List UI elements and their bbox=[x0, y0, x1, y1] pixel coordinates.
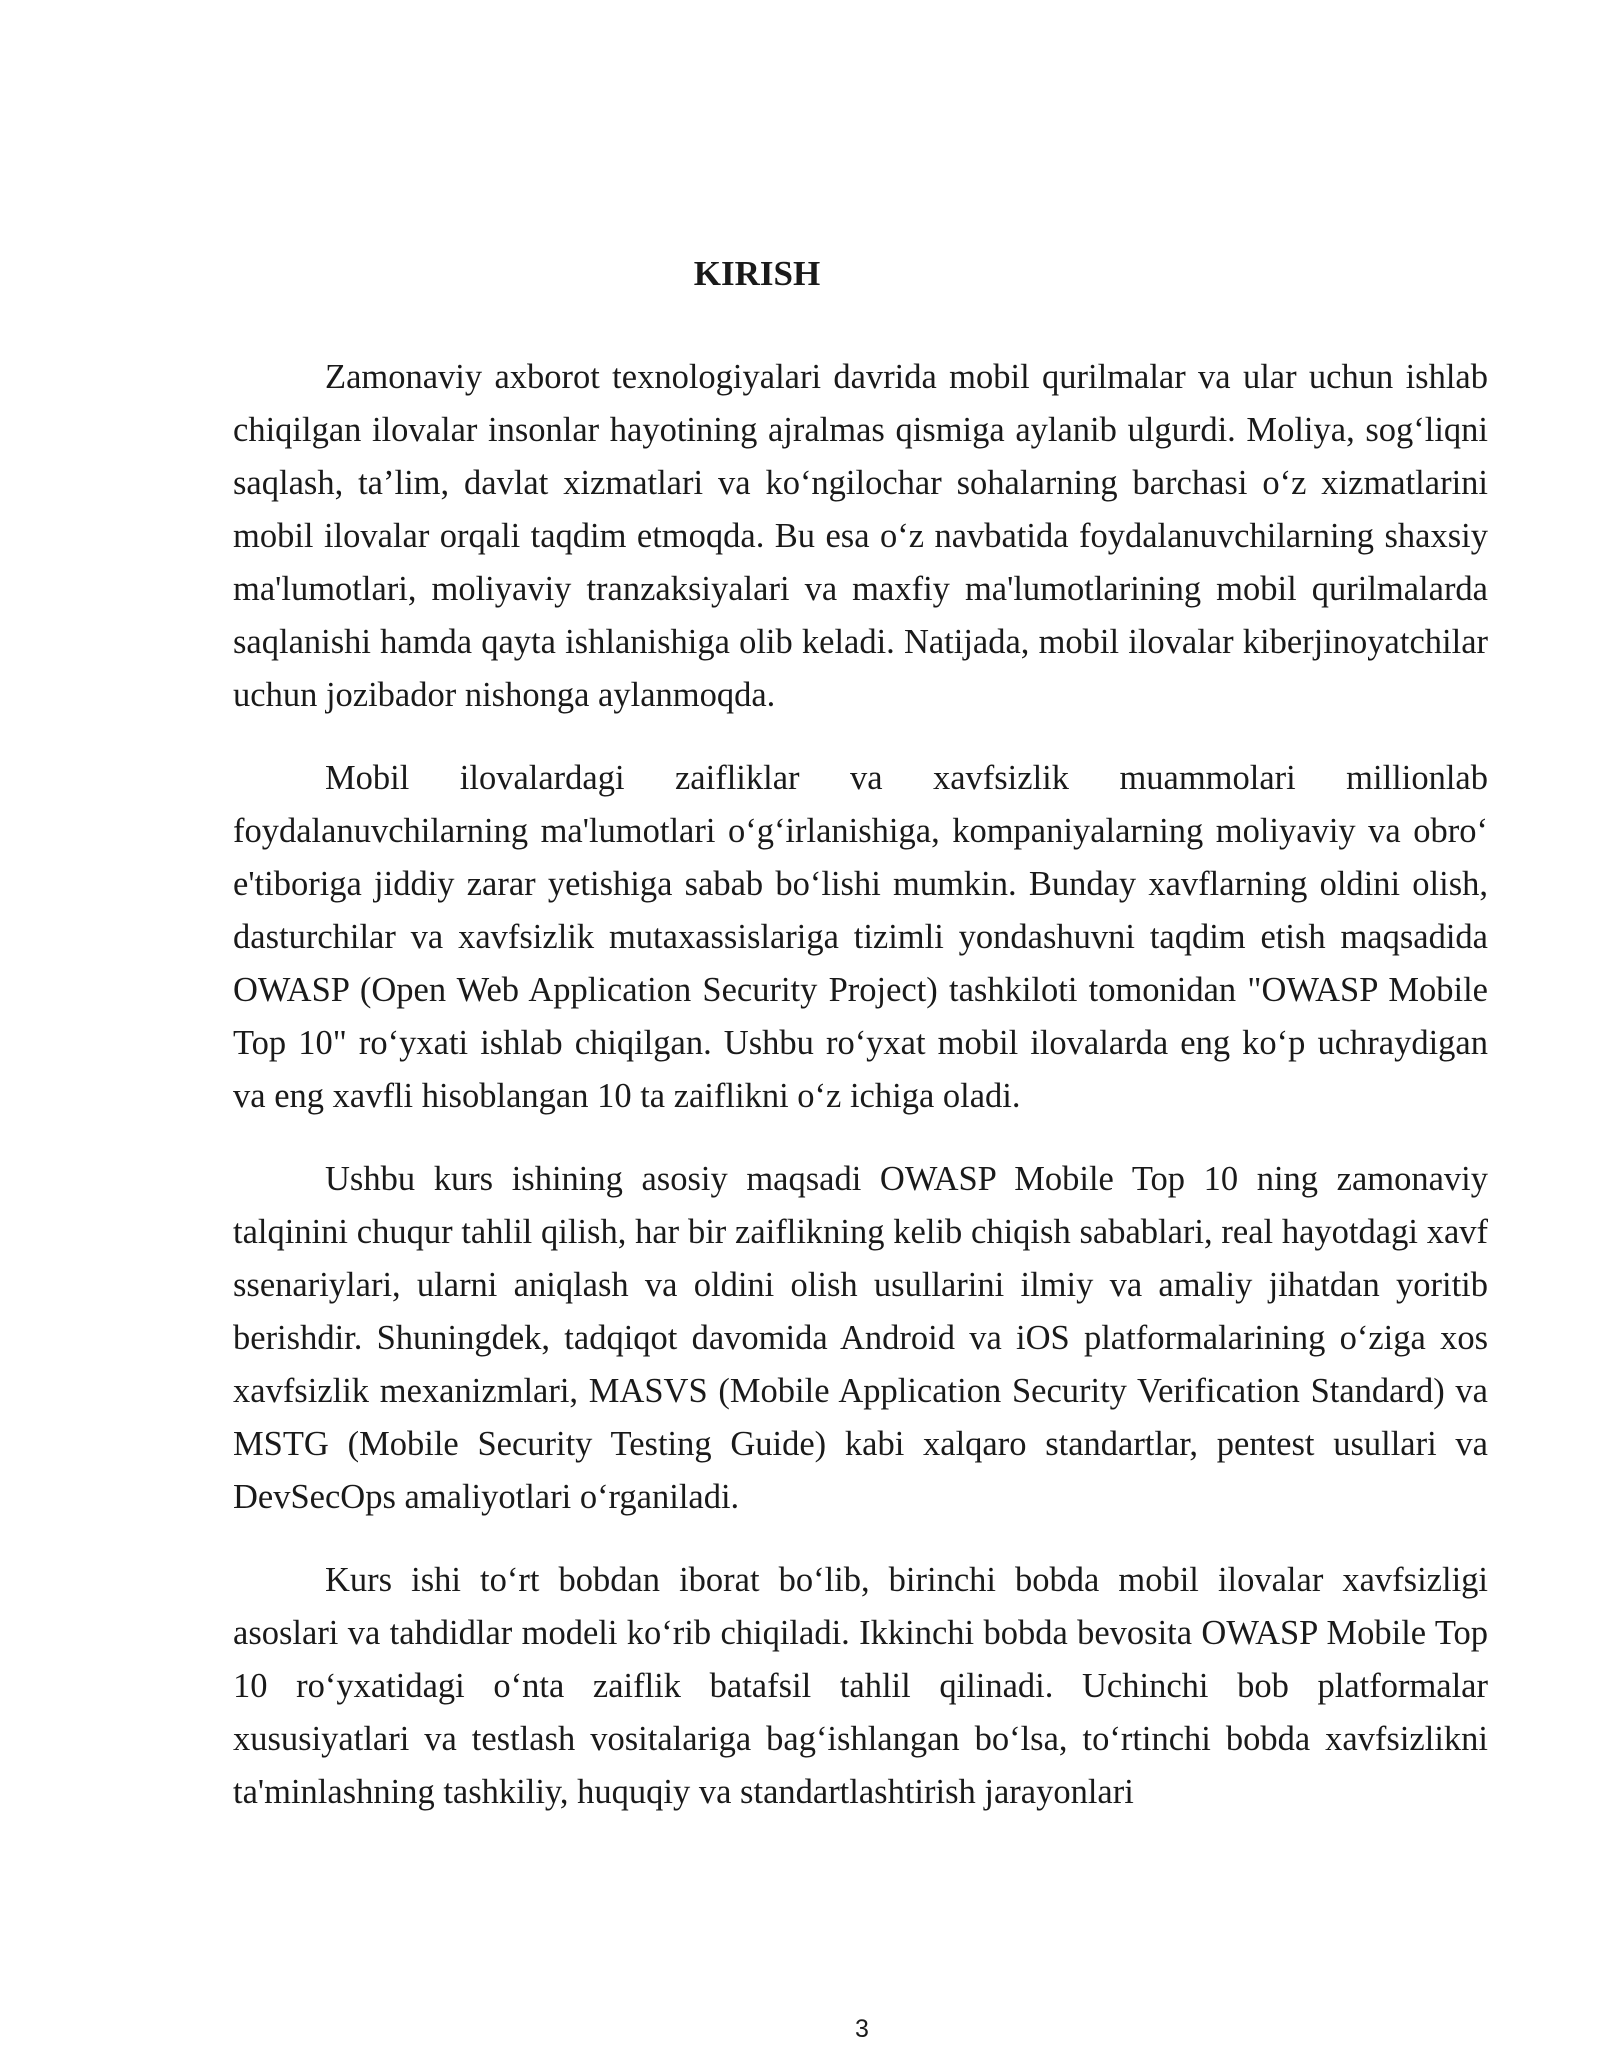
body-text bbox=[233, 351, 1488, 1849]
page-title: KIRISH bbox=[693, 254, 821, 293]
paragraph-1: Zamonaviy axborot texnologiyalari davrida mobil qurilmalar va ular uchun ishlab chiqilgan ilovalar insonlar hayotining ajralmas qismiga aylanib ulgurdi. Moliya, sog‘liqni saqlash, ta’lim, davlat xizmatlari va ko‘ngilochar sohalarning barchasi o‘z xizmatlarini mobil ilovalar orqali taqdim etmoqda. Bu esa o‘z navbatida foydalanuvchilarning shaxsiy ma'lumotlari, moliyaviy tranzaksiyalari va maxfiy ma'lumotlarining mobil qurilmalarda saqlanishi hamda qayta ishlanishiga olib keladi. Natijada, mobil ilovalar kiberjinoyatchilar uchun jozibador nishonga aylanmoqda. bbox=[233, 358, 1488, 714]
paragraph-2: Mobil ilovalardagi zaifliklar va xavfsizlik muammolari millionlab foydalanuvchilarning ma'lumotlari o‘g‘irlanishiga, kompaniyalarning moliyaviy va obro‘ e'tiboriga jiddiy zarar yetishiga sabab bo‘lishi mumkin. Bunday xavflarning oldini olish, dasturchilar va xavfsizlik mutaxassislariga tizimli yondashuvni taqdim etish maqsadida OWASP (Open Web Application Security Project) tashkiloti tomonidan "OWASP Mobile Top 10" ro‘yxati ishlab chiqilgan. Ushbu ro‘yxat mobil ilovalarda eng ko‘p uchraydigan va eng xavfli hisoblangan 10 ta zaiflikni o‘z ichiga oladi. bbox=[233, 759, 1488, 1115]
page-number: 3 bbox=[855, 2015, 869, 2043]
paragraph-3: Ushbu kurs ishining asosiy maqsadi OWASP Mobile Top 10 ning zamonaviy talqinini chuqur tahlil qilish, har bir zaiflikning kelib chiqish sabablari, real hayotdagi xavf ssenariylari, ularni aniqlash va oldini olish usullarini ilmiy va amaliy jihatdan yoritib berishdir. Shuningdek, tadqiqot davomida Android va iOS platformalarining o‘ziga xos xavfsizlik mexanizmlari, MASVS (Mobile Application Security Verification Standard) va MSTG (Mobile Security Testing Guide) kabi xalqaro standartlar, pentest usullari va DevSecOps amaliyotlari o‘rganiladi. bbox=[233, 1160, 1488, 1516]
paragraph-4: Kurs ishi to‘rt bobdan iborat bo‘lib, birinchi bobda mobil ilovalar xavfsizligi asoslari va tahdidlar modeli ko‘rib chiqiladi. Ikkinchi bobda bevosita OWASP Mobile Top 10 ro‘yxatidagi o‘nta zaiflik batafsil tahlil qilinadi. Uchinchi bob platformalar xususiyatlari va testlash vositalariga bag‘ishlangan bo‘lsa, to‘rtinchi bobda xavfsizlikni ta'minlashning tashkiliy, huquqiy va standartlashtirish jarayonlari bbox=[233, 1561, 1488, 1811]
